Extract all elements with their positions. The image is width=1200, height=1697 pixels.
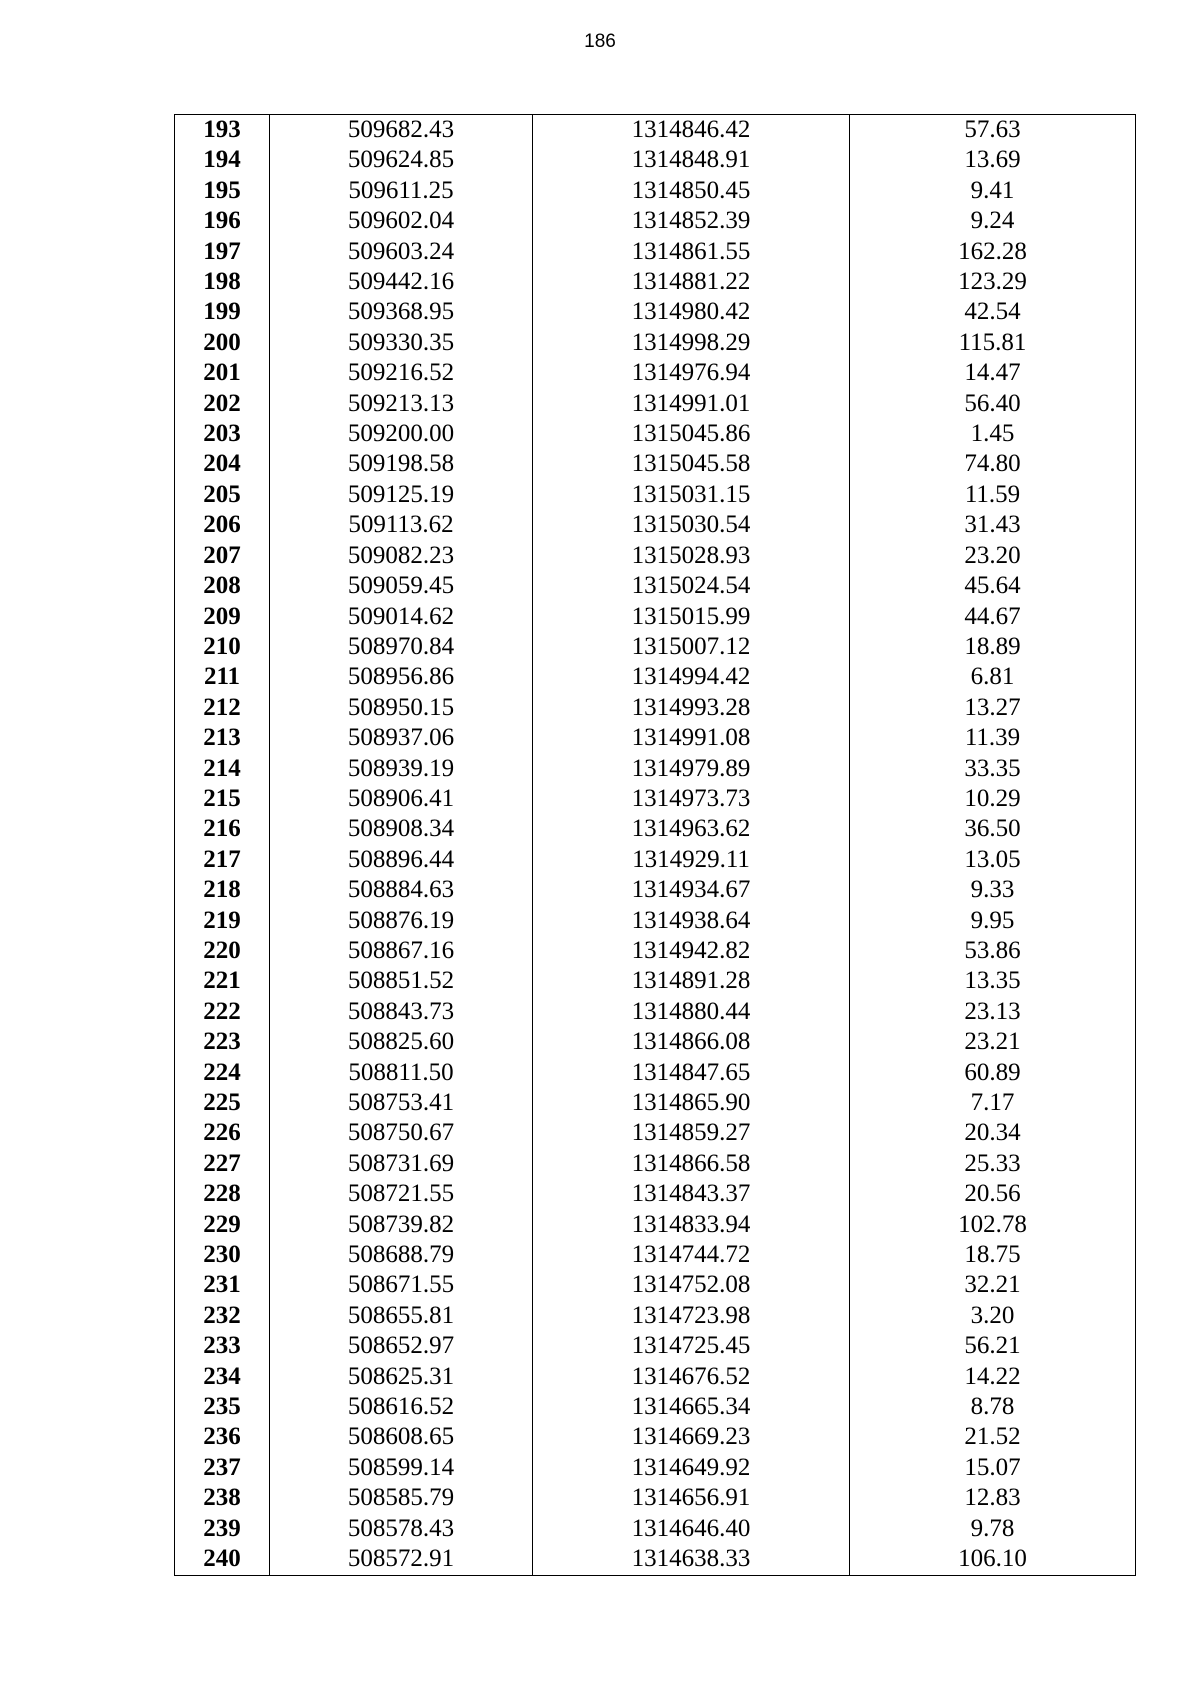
y-coordinate-cell: 1315024.54: [533, 571, 850, 601]
distance-cell: 23.13: [850, 997, 1136, 1027]
x-coordinate-cell: 509368.95: [270, 297, 533, 327]
y-coordinate-cell: 1314846.42: [533, 115, 850, 146]
distance-cell: 115.81: [850, 328, 1136, 358]
point-number-cell: 200: [175, 328, 270, 358]
y-coordinate-cell: 1314881.22: [533, 267, 850, 297]
y-coordinate-cell: 1314646.40: [533, 1514, 850, 1544]
point-number-cell: 196: [175, 206, 270, 236]
distance-cell: 25.33: [850, 1149, 1136, 1179]
table-row: [175, 966, 1136, 996]
distance-cell: 21.52: [850, 1422, 1136, 1452]
x-coordinate-cell: 509014.62: [270, 602, 533, 632]
y-coordinate-cell: 1314752.08: [533, 1270, 850, 1300]
point-number-cell: 198: [175, 267, 270, 297]
x-coordinate-cell: 508851.52: [270, 966, 533, 996]
distance-cell: 12.83: [850, 1483, 1136, 1513]
table-row: [175, 237, 1136, 267]
x-coordinate-cell: 509059.45: [270, 571, 533, 601]
point-number-cell: 193: [175, 115, 270, 146]
table-row: [175, 662, 1136, 692]
distance-cell: 14.47: [850, 358, 1136, 388]
point-number-cell: 217: [175, 845, 270, 875]
distance-cell: 53.86: [850, 936, 1136, 966]
x-coordinate-cell: 509216.52: [270, 358, 533, 388]
point-number-cell: 205: [175, 480, 270, 510]
table-row: [175, 1301, 1136, 1331]
distance-cell: 102.78: [850, 1210, 1136, 1240]
y-coordinate-cell: 1314852.39: [533, 206, 850, 236]
y-coordinate-cell: 1314744.72: [533, 1240, 850, 1270]
x-coordinate-cell: 508956.86: [270, 662, 533, 692]
table-row: [175, 875, 1136, 905]
x-coordinate-cell: 508867.16: [270, 936, 533, 966]
x-coordinate-cell: 508937.06: [270, 723, 533, 753]
distance-cell: 10.29: [850, 784, 1136, 814]
x-coordinate-cell: 508884.63: [270, 875, 533, 905]
table-row: [175, 1088, 1136, 1118]
point-number-cell: 234: [175, 1362, 270, 1392]
x-coordinate-cell: 509330.35: [270, 328, 533, 358]
table-row: [175, 632, 1136, 662]
table-row: [175, 1027, 1136, 1057]
point-number-cell: 199: [175, 297, 270, 327]
y-coordinate-cell: 1314991.08: [533, 723, 850, 753]
y-coordinate-cell: 1314861.55: [533, 237, 850, 267]
y-coordinate-cell: 1314833.94: [533, 1210, 850, 1240]
point-number-cell: 231: [175, 1270, 270, 1300]
table-row: [175, 449, 1136, 479]
x-coordinate-cell: 508811.50: [270, 1058, 533, 1088]
point-number-cell: 229: [175, 1210, 270, 1240]
point-number-cell: 225: [175, 1088, 270, 1118]
point-number-cell: 223: [175, 1027, 270, 1057]
distance-cell: 9.24: [850, 206, 1136, 236]
y-coordinate-cell: 1314859.27: [533, 1118, 850, 1148]
x-coordinate-cell: 508753.41: [270, 1088, 533, 1118]
point-number-cell: 215: [175, 784, 270, 814]
y-coordinate-cell: 1314991.01: [533, 389, 850, 419]
point-number-cell: 233: [175, 1331, 270, 1361]
distance-cell: 31.43: [850, 510, 1136, 540]
x-coordinate-cell: 508599.14: [270, 1453, 533, 1483]
y-coordinate-cell: 1314848.91: [533, 145, 850, 175]
distance-cell: 42.54: [850, 297, 1136, 327]
distance-cell: 106.10: [850, 1544, 1136, 1575]
y-coordinate-cell: 1315007.12: [533, 632, 850, 662]
point-number-cell: 219: [175, 906, 270, 936]
table-row: [175, 997, 1136, 1027]
distance-cell: 18.89: [850, 632, 1136, 662]
coordinates-table: [174, 114, 1136, 1576]
table-row: [175, 145, 1136, 175]
distance-cell: 13.27: [850, 693, 1136, 723]
y-coordinate-cell: 1314850.45: [533, 176, 850, 206]
distance-cell: 13.35: [850, 966, 1136, 996]
distance-cell: 20.34: [850, 1118, 1136, 1148]
y-coordinate-cell: 1314998.29: [533, 328, 850, 358]
point-number-cell: 220: [175, 936, 270, 966]
y-coordinate-cell: 1314866.08: [533, 1027, 850, 1057]
distance-cell: 13.05: [850, 845, 1136, 875]
y-coordinate-cell: 1314934.67: [533, 875, 850, 905]
table-row: [175, 510, 1136, 540]
y-coordinate-cell: 1315030.54: [533, 510, 850, 540]
point-number-cell: 204: [175, 449, 270, 479]
distance-cell: 33.35: [850, 754, 1136, 784]
y-coordinate-cell: 1314942.82: [533, 936, 850, 966]
x-coordinate-cell: 508608.65: [270, 1422, 533, 1452]
x-coordinate-cell: 508750.67: [270, 1118, 533, 1148]
distance-cell: 44.67: [850, 602, 1136, 632]
point-number-cell: 230: [175, 1240, 270, 1270]
y-coordinate-cell: 1314649.92: [533, 1453, 850, 1483]
table-body: [175, 115, 1136, 1576]
distance-cell: 56.21: [850, 1331, 1136, 1361]
point-number-cell: 207: [175, 541, 270, 571]
point-number-cell: 203: [175, 419, 270, 449]
x-coordinate-cell: 508939.19: [270, 754, 533, 784]
point-number-cell: 221: [175, 966, 270, 996]
point-number-cell: 214: [175, 754, 270, 784]
x-coordinate-cell: 508908.34: [270, 814, 533, 844]
distance-cell: 32.21: [850, 1270, 1136, 1300]
table-row: [175, 541, 1136, 571]
point-number-cell: 213: [175, 723, 270, 753]
point-number-cell: 209: [175, 602, 270, 632]
y-coordinate-cell: 1314866.58: [533, 1149, 850, 1179]
table-row: [175, 115, 1136, 146]
y-coordinate-cell: 1314847.65: [533, 1058, 850, 1088]
point-number-cell: 216: [175, 814, 270, 844]
point-number-cell: 224: [175, 1058, 270, 1088]
distance-cell: 57.63: [850, 115, 1136, 146]
table-row: [175, 389, 1136, 419]
table-row: [175, 1362, 1136, 1392]
distance-cell: 56.40: [850, 389, 1136, 419]
x-coordinate-cell: 508731.69: [270, 1149, 533, 1179]
point-number-cell: 202: [175, 389, 270, 419]
y-coordinate-cell: 1314973.73: [533, 784, 850, 814]
distance-cell: 23.21: [850, 1027, 1136, 1057]
distance-cell: 9.95: [850, 906, 1136, 936]
y-coordinate-cell: 1314963.62: [533, 814, 850, 844]
x-coordinate-cell: 508843.73: [270, 997, 533, 1027]
x-coordinate-cell: 508578.43: [270, 1514, 533, 1544]
table-row: [175, 1179, 1136, 1209]
point-number-cell: 197: [175, 237, 270, 267]
table-row: [175, 784, 1136, 814]
table-row: [175, 1331, 1136, 1361]
y-coordinate-cell: 1314979.89: [533, 754, 850, 784]
distance-cell: 74.80: [850, 449, 1136, 479]
y-coordinate-cell: 1314891.28: [533, 966, 850, 996]
distance-cell: 7.17: [850, 1088, 1136, 1118]
x-coordinate-cell: 508625.31: [270, 1362, 533, 1392]
point-number-cell: 232: [175, 1301, 270, 1331]
y-coordinate-cell: 1314929.11: [533, 845, 850, 875]
table-row: [175, 1118, 1136, 1148]
table-row: [175, 845, 1136, 875]
y-coordinate-cell: 1314843.37: [533, 1179, 850, 1209]
point-number-cell: 226: [175, 1118, 270, 1148]
y-coordinate-cell: 1315045.86: [533, 419, 850, 449]
distance-cell: 11.39: [850, 723, 1136, 753]
point-number-cell: 227: [175, 1149, 270, 1179]
table-row: [175, 267, 1136, 297]
table-row: [175, 1483, 1136, 1513]
x-coordinate-cell: 509682.43: [270, 115, 533, 146]
x-coordinate-cell: 508652.97: [270, 1331, 533, 1361]
x-coordinate-cell: 509442.16: [270, 267, 533, 297]
y-coordinate-cell: 1314994.42: [533, 662, 850, 692]
point-number-cell: 206: [175, 510, 270, 540]
y-coordinate-cell: 1314676.52: [533, 1362, 850, 1392]
point-number-cell: 240: [175, 1544, 270, 1575]
distance-cell: 9.41: [850, 176, 1136, 206]
table-row: [175, 571, 1136, 601]
point-number-cell: 237: [175, 1453, 270, 1483]
y-coordinate-cell: 1314669.23: [533, 1422, 850, 1452]
table-row: [175, 1392, 1136, 1422]
distance-cell: 11.59: [850, 480, 1136, 510]
x-coordinate-cell: 508572.91: [270, 1544, 533, 1575]
table-row: [175, 1240, 1136, 1270]
point-number-cell: 218: [175, 875, 270, 905]
distance-cell: 36.50: [850, 814, 1136, 844]
x-coordinate-cell: 509198.58: [270, 449, 533, 479]
table-row: [175, 1058, 1136, 1088]
table-row: [175, 1544, 1136, 1575]
distance-cell: 45.64: [850, 571, 1136, 601]
point-number-cell: 208: [175, 571, 270, 601]
x-coordinate-cell: 509125.19: [270, 480, 533, 510]
y-coordinate-cell: 1314993.28: [533, 693, 850, 723]
table-row: [175, 206, 1136, 236]
table-row: [175, 723, 1136, 753]
y-coordinate-cell: 1314723.98: [533, 1301, 850, 1331]
y-coordinate-cell: 1314725.45: [533, 1331, 850, 1361]
distance-cell: 9.78: [850, 1514, 1136, 1544]
y-coordinate-cell: 1315028.93: [533, 541, 850, 571]
x-coordinate-cell: 508688.79: [270, 1240, 533, 1270]
table-row: [175, 906, 1136, 936]
point-number-cell: 211: [175, 662, 270, 692]
y-coordinate-cell: 1314880.44: [533, 997, 850, 1027]
x-coordinate-cell: 508671.55: [270, 1270, 533, 1300]
point-number-cell: 195: [175, 176, 270, 206]
point-number-cell: 201: [175, 358, 270, 388]
table-row: [175, 1453, 1136, 1483]
table-row: [175, 419, 1136, 449]
x-coordinate-cell: 508896.44: [270, 845, 533, 875]
x-coordinate-cell: 508970.84: [270, 632, 533, 662]
x-coordinate-cell: 509624.85: [270, 145, 533, 175]
distance-cell: 3.20: [850, 1301, 1136, 1331]
point-number-cell: 238: [175, 1483, 270, 1513]
x-coordinate-cell: 508825.60: [270, 1027, 533, 1057]
table-row: [175, 754, 1136, 784]
y-coordinate-cell: 1315031.15: [533, 480, 850, 510]
x-coordinate-cell: 508739.82: [270, 1210, 533, 1240]
table-row: [175, 814, 1136, 844]
table-row: [175, 297, 1136, 327]
distance-cell: 20.56: [850, 1179, 1136, 1209]
x-coordinate-cell: 509113.62: [270, 510, 533, 540]
point-number-cell: 239: [175, 1514, 270, 1544]
x-coordinate-cell: 508721.55: [270, 1179, 533, 1209]
y-coordinate-cell: 1314976.94: [533, 358, 850, 388]
table-row: [175, 602, 1136, 632]
point-number-cell: 210: [175, 632, 270, 662]
distance-cell: 162.28: [850, 237, 1136, 267]
y-coordinate-cell: 1314938.64: [533, 906, 850, 936]
distance-cell: 8.78: [850, 1392, 1136, 1422]
y-coordinate-cell: 1315045.58: [533, 449, 850, 479]
table-row: [175, 358, 1136, 388]
x-coordinate-cell: 508616.52: [270, 1392, 533, 1422]
x-coordinate-cell: 509611.25: [270, 176, 533, 206]
point-number-cell: 235: [175, 1392, 270, 1422]
x-coordinate-cell: 509603.24: [270, 237, 533, 267]
x-coordinate-cell: 508906.41: [270, 784, 533, 814]
table-row: [175, 480, 1136, 510]
x-coordinate-cell: 508876.19: [270, 906, 533, 936]
point-number-cell: 228: [175, 1179, 270, 1209]
point-number-cell: 236: [175, 1422, 270, 1452]
y-coordinate-cell: 1314865.90: [533, 1088, 850, 1118]
table-row: [175, 936, 1136, 966]
x-coordinate-cell: 509082.23: [270, 541, 533, 571]
page-number: 186: [584, 31, 616, 52]
distance-cell: 1.45: [850, 419, 1136, 449]
table-row: [175, 1270, 1136, 1300]
distance-cell: 9.33: [850, 875, 1136, 905]
distance-cell: 123.29: [850, 267, 1136, 297]
y-coordinate-cell: 1314980.42: [533, 297, 850, 327]
table-row: [175, 1514, 1136, 1544]
x-coordinate-cell: 508950.15: [270, 693, 533, 723]
table-row: [175, 1210, 1136, 1240]
y-coordinate-cell: 1314665.34: [533, 1392, 850, 1422]
distance-cell: 6.81: [850, 662, 1136, 692]
x-coordinate-cell: 509200.00: [270, 419, 533, 449]
point-number-cell: 194: [175, 145, 270, 175]
x-coordinate-cell: 508585.79: [270, 1483, 533, 1513]
distance-cell: 13.69: [850, 145, 1136, 175]
table-row: [175, 1422, 1136, 1452]
x-coordinate-cell: 509602.04: [270, 206, 533, 236]
y-coordinate-cell: 1314656.91: [533, 1483, 850, 1513]
y-coordinate-cell: 1314638.33: [533, 1544, 850, 1575]
point-number-cell: 212: [175, 693, 270, 723]
x-coordinate-cell: 508655.81: [270, 1301, 533, 1331]
table-row: [175, 176, 1136, 206]
table-row: [175, 328, 1136, 358]
distance-cell: 60.89: [850, 1058, 1136, 1088]
distance-cell: 14.22: [850, 1362, 1136, 1392]
distance-cell: 23.20: [850, 541, 1136, 571]
distance-cell: 18.75: [850, 1240, 1136, 1270]
distance-cell: 15.07: [850, 1453, 1136, 1483]
x-coordinate-cell: 509213.13: [270, 389, 533, 419]
point-number-cell: 222: [175, 997, 270, 1027]
table-row: [175, 1149, 1136, 1179]
table-row: [175, 693, 1136, 723]
y-coordinate-cell: 1315015.99: [533, 602, 850, 632]
